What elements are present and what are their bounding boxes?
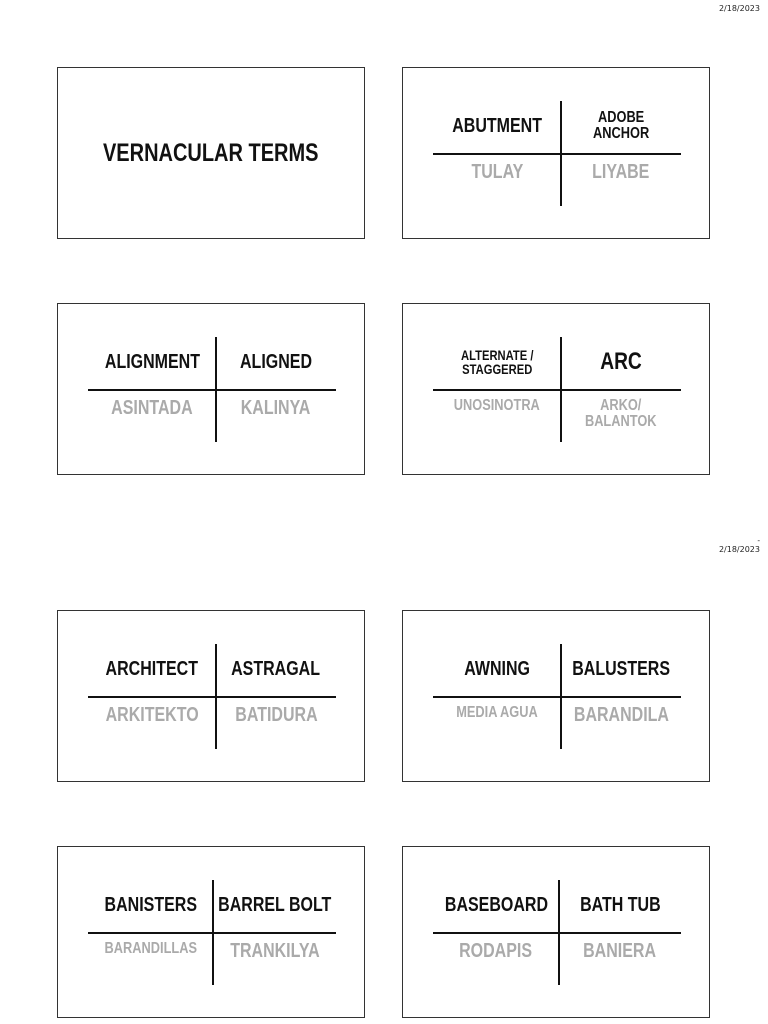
vernacular-term [561,701,681,746]
translation-text: ARKITEKTO [105,704,199,726]
english-term [433,101,561,151]
english-term [433,880,559,930]
vernacular-term [433,158,561,203]
divider-horizontal [433,696,681,698]
vernacular-term [559,937,681,982]
slide-date: 2/18/2023 [718,4,760,13]
term-text: ABUTMENT [452,115,542,137]
translation-text: RODAPIS [459,940,533,962]
translation-text: KALINYA [241,397,311,419]
translation-text: BATIDURA [234,704,318,726]
term-text: ALTERNATE / STAGGERED [460,347,534,377]
english-term [433,644,561,694]
translation-text: BARANDILA [573,704,669,726]
english-term [88,644,216,694]
divider-horizontal [433,932,681,934]
term-card [402,846,710,1018]
term-text: BALUSTERS [572,658,670,680]
english-term [213,880,336,930]
term-text: BATH TUB [579,894,661,916]
term-text: BARREL BOLT [217,894,332,916]
vernacular-term [433,701,561,746]
term-text: ALIGNMENT [104,351,200,373]
vernacular-term [561,394,681,439]
term-card [402,67,710,239]
vernacular-term [561,158,681,203]
translation-text: UNOSINOTRA [453,397,541,414]
term-text: BANISTERS [104,894,197,916]
term-card [402,610,710,782]
vernacular-term [433,937,559,982]
slide-date: 2/18/2023 [718,545,760,554]
vernacular-term [216,701,336,746]
term-card [402,303,710,475]
term-text: ASTRAGAL [231,658,321,680]
term-text: AWNING [464,658,530,680]
term-card [57,846,365,1018]
term-text: ALIGNED [240,351,312,373]
slide-marker: - [757,536,760,545]
translation-text: ARKO/ BALANTOK [585,397,657,430]
english-term [561,644,681,694]
term-text: ADOBE ANCHOR [592,109,650,142]
term-text: ARC [600,348,642,375]
divider-horizontal [433,389,681,391]
term-card [57,303,365,475]
vernacular-term [433,394,561,439]
english-term [216,337,336,387]
english-term [433,337,561,387]
english-term [561,101,681,151]
english-term [559,880,681,930]
divider-horizontal [433,153,681,155]
translation-text: TRANKILYA [229,940,320,962]
translation-text: MEDIA AGUA [456,704,538,721]
term-text: ARCHITECT [105,658,199,680]
divider-horizontal [88,389,336,391]
english-term [88,880,213,930]
vernacular-term [216,394,336,439]
term-card [57,610,365,782]
translation-text: BANIERA [583,940,657,962]
translation-text: TULAY [471,161,523,183]
vernacular-term [88,394,216,439]
english-term [216,644,336,694]
vernacular-term [88,937,213,982]
term-text: BASEBOARD [444,894,548,916]
title-card [57,67,365,239]
vernacular-term [213,937,336,982]
page-title: VERNACULAR TERMS [103,138,319,167]
translation-text: LIYABE [592,161,650,183]
translation-text: BARANDILLAS [104,940,197,957]
translation-text: ASINTADA [111,397,193,419]
english-term [561,337,681,387]
vernacular-term [88,701,216,746]
divider-horizontal [88,696,336,698]
english-term [88,337,216,387]
